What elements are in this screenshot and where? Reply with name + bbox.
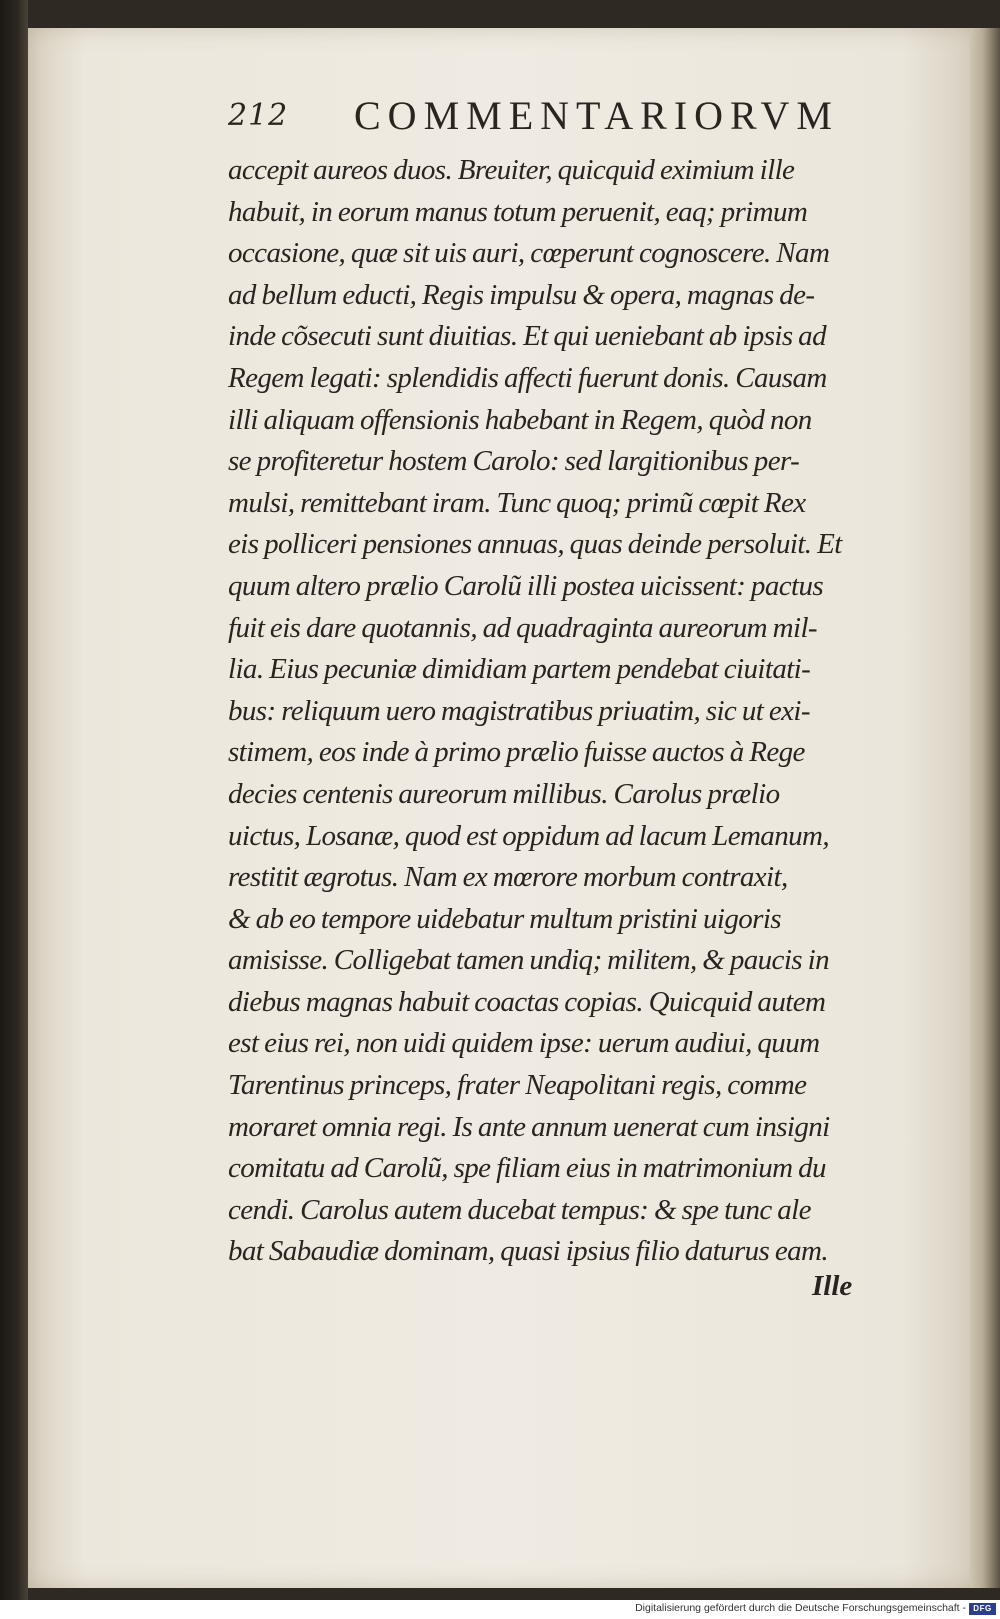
text-line: diebus magnas habuit coactas copias. Quicquid autem — [228, 985, 826, 1018]
text-line: Tarentinus princeps, frater Neapolitani regis, comme — [228, 1069, 807, 1102]
text-line: decies centenis aureorum millibus. Carolus prælio — [228, 777, 780, 810]
text-line: & ab eo tempore uidebatur multum pristini uigoris — [228, 902, 781, 935]
digitization-footer — [0, 1600, 1000, 1619]
text-line: uictus, Losanæ, quod est oppidum ad lacum Lemanum, — [228, 819, 830, 852]
text-line: restitit ægrotus. Nam ex mœrore morbum contraxit, — [228, 861, 788, 894]
dfg-logo-icon: DFG — [969, 1603, 996, 1615]
page-number: 212 — [228, 98, 289, 133]
text-line: comitatu ad Carolũ, spe filiam eius in matrimonium du — [228, 1152, 826, 1185]
running-head: COMMENTARIORVM — [354, 93, 839, 138]
text-line: occasione, quæ sit uis auri, cœperunt cognoscere. Nam — [228, 237, 830, 270]
text-line: habuit, in eorum manus totum peruenit, eaq; primum — [228, 195, 808, 228]
page-fore-edge — [970, 28, 1000, 1588]
text-line: Regem legati: splendidis affecti fuerunt donis. Causam — [228, 361, 827, 394]
text-line: accepit aureos duos. Breuiter, quicquid eximium ille — [228, 154, 795, 186]
text-line: mulsi, remittebant iram. Tunc quoq; primũ cœpit Rex — [228, 486, 806, 519]
text-line: moraret omnia regi. Is ante annum uenerat cum insigni — [228, 1110, 830, 1143]
text-line: eis polliceri pensiones annuas, quas deinde persoluit. Et — [228, 528, 842, 561]
page-header — [228, 92, 838, 142]
text-line: ad bellum educti, Regis impulsu & opera, magnas de- — [228, 278, 815, 311]
text-line: amisisse. Colligebat tamen undiq; militem, & paucis in — [228, 944, 829, 977]
catchword: Ille — [812, 1270, 853, 1302]
text-line: stimem, eos inde à primo prælio fuisse auctos à Rege — [228, 736, 805, 769]
text-line: bat Sabaudiæ dominam, quasi ipsius filio daturus eam. — [228, 1235, 829, 1268]
text-line: illi aliquam offensionis habebant in Regem, quòd non — [228, 403, 812, 436]
text-line: fuit eis dare quotannis, ad quadraginta aureorum mil- — [228, 611, 817, 644]
text-line: inde cõsecuti sunt diuitias. Et qui ueniebant ab ipsis ad — [228, 320, 826, 353]
text-line: cendi. Carolus autem ducebat tempus: & spe tunc ale — [228, 1193, 811, 1226]
text-line: quum altero prælio Carolũ illi postea uicissent: pactus — [228, 569, 824, 602]
text-line: est eius rei, non uidi quidem ipse: uerum audiui, quum — [228, 1027, 820, 1060]
funding-credit: Digitalisierung gefördert durch die Deutsche Forschungsgemeinschaft - — [635, 1602, 966, 1614]
text-line: se profiteretur hostem Carolo: sed largitionibus per- — [228, 445, 800, 478]
binding-shadow — [0, 0, 28, 1600]
text-line: bus: reliquum uero magistratibus priuatim, sic ut exi- — [228, 694, 810, 727]
body-text — [228, 150, 908, 1273]
text-line: lia. Eius pecuniæ dimidiam partem pendebat ciuitati- — [228, 653, 811, 686]
